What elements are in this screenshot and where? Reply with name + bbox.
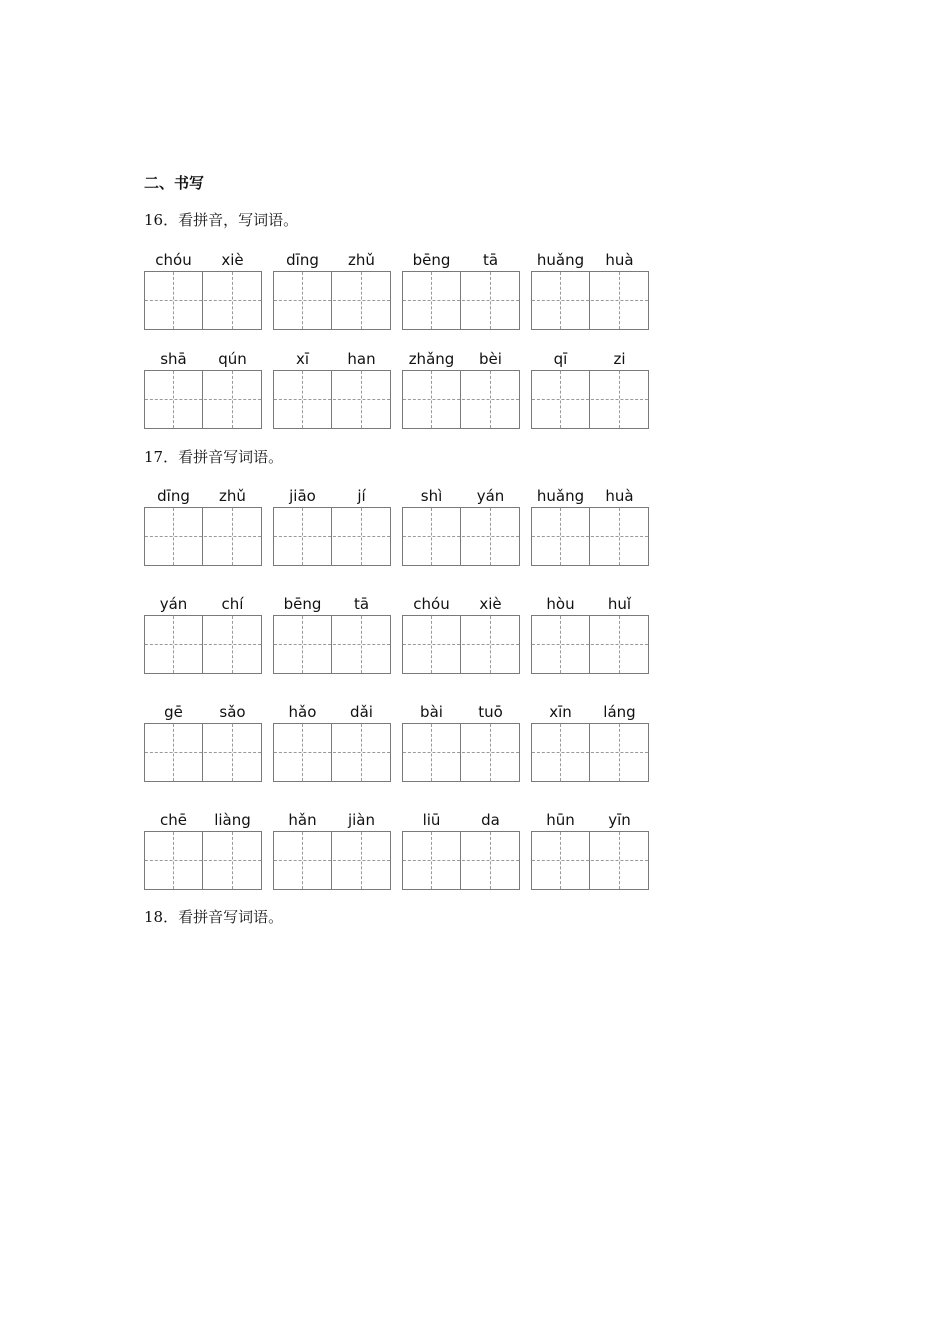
pinyin-label: jí	[357, 487, 366, 505]
question-18-label: 18．看拼音写词语。	[144, 908, 284, 926]
pinyin-label: liū	[422, 811, 441, 829]
pinyin-label: tuō	[478, 703, 503, 721]
grid-line	[145, 300, 261, 301]
pinyin-label: tā	[353, 595, 370, 613]
word-group	[144, 349, 262, 429]
writing-box[interactable]	[402, 615, 520, 674]
section-title: 二、书写	[144, 174, 205, 192]
pinyin-label: xī	[295, 350, 310, 368]
writing-box[interactable]	[273, 831, 391, 890]
word-group	[144, 250, 262, 330]
pinyin-label: chóu	[413, 595, 450, 613]
grid-line	[274, 860, 390, 861]
pinyin-label: liàng	[214, 811, 251, 829]
writing-box[interactable]	[402, 831, 520, 890]
pinyin-label: sǎo	[219, 703, 246, 721]
grid-line	[403, 860, 519, 861]
pinyin-label: xiè	[221, 251, 244, 269]
question-17-label: 17．看拼音写词语。	[144, 448, 284, 466]
grid-line	[145, 644, 261, 645]
writing-box[interactable]	[531, 507, 649, 566]
writing-box[interactable]	[531, 271, 649, 330]
grid-line	[532, 399, 648, 400]
word-group	[531, 250, 649, 330]
pinyin-label: qún	[218, 350, 247, 368]
pinyin-label: hǎn	[288, 811, 317, 829]
pinyin-label: yīn	[608, 811, 631, 829]
writing-box[interactable]	[144, 271, 262, 330]
word-group	[531, 594, 649, 674]
word-group	[144, 486, 262, 566]
word-group	[531, 810, 649, 890]
pinyin-label: bēng	[412, 251, 451, 269]
grid-line	[274, 300, 390, 301]
pinyin-label: chóu	[155, 251, 192, 269]
pinyin-label: zhǔ	[219, 487, 246, 505]
word-group	[402, 250, 520, 330]
word-group	[402, 810, 520, 890]
pinyin-label: bài	[420, 703, 443, 721]
word-group	[273, 702, 391, 782]
word-group	[144, 702, 262, 782]
word-group	[402, 702, 520, 782]
word-group	[402, 486, 520, 566]
writing-box[interactable]	[531, 615, 649, 674]
writing-box[interactable]	[531, 723, 649, 782]
writing-box[interactable]	[531, 370, 649, 429]
grid-line	[145, 752, 261, 753]
grid-line	[145, 399, 261, 400]
pinyin-label: zi	[613, 350, 626, 368]
word-group	[531, 702, 649, 782]
writing-box[interactable]	[273, 370, 391, 429]
word-group	[273, 486, 391, 566]
word-group	[402, 594, 520, 674]
pinyin-label: xiè	[479, 595, 502, 613]
pinyin-label: huǎng	[536, 251, 585, 269]
word-group	[531, 486, 649, 566]
writing-box[interactable]	[402, 271, 520, 330]
pinyin-label: bēng	[283, 595, 322, 613]
grid-line	[274, 399, 390, 400]
writing-box[interactable]	[144, 831, 262, 890]
writing-box[interactable]	[402, 370, 520, 429]
pinyin-label: bèi	[479, 350, 502, 368]
word-group	[531, 349, 649, 429]
writing-box[interactable]	[144, 507, 262, 566]
pinyin-label: hǎo	[288, 703, 317, 721]
pinyin-label: yán	[476, 487, 505, 505]
grid-line	[532, 752, 648, 753]
word-group	[144, 810, 262, 890]
grid-line	[532, 536, 648, 537]
grid-line	[403, 399, 519, 400]
writing-box[interactable]	[273, 723, 391, 782]
grid-line	[532, 644, 648, 645]
word-group	[273, 250, 391, 330]
grid-line	[274, 752, 390, 753]
pinyin-label: chí	[221, 595, 244, 613]
question-16-label: 16．看拼音，写词语。	[144, 211, 299, 229]
writing-box[interactable]	[273, 615, 391, 674]
pinyin-label: shì	[420, 487, 443, 505]
pinyin-label: han	[347, 350, 376, 368]
pinyin-label: huǎng	[536, 487, 585, 505]
pinyin-label: huǐ	[607, 595, 632, 613]
word-group	[402, 349, 520, 429]
word-group	[273, 594, 391, 674]
grid-line	[403, 752, 519, 753]
word-group	[273, 349, 391, 429]
writing-box[interactable]	[402, 507, 520, 566]
pinyin-label: gē	[164, 703, 183, 721]
pinyin-label: huà	[605, 487, 634, 505]
pinyin-label: hòu	[546, 595, 575, 613]
writing-box[interactable]	[273, 271, 391, 330]
pinyin-label: dǎi	[350, 703, 373, 721]
pinyin-label: chē	[160, 811, 187, 829]
writing-box[interactable]	[402, 723, 520, 782]
grid-line	[403, 300, 519, 301]
pinyin-label: shā	[160, 350, 187, 368]
pinyin-label: qī	[553, 350, 568, 368]
writing-box[interactable]	[531, 831, 649, 890]
pinyin-label: huà	[605, 251, 634, 269]
word-group	[144, 594, 262, 674]
pinyin-label: hūn	[546, 811, 575, 829]
pinyin-label: da	[481, 811, 500, 829]
pinyin-label: zhǎng	[408, 350, 455, 368]
grid-line	[274, 536, 390, 537]
grid-line	[145, 860, 261, 861]
grid-line	[532, 300, 648, 301]
pinyin-label: láng	[603, 703, 636, 721]
word-group	[273, 810, 391, 890]
grid-line	[532, 860, 648, 861]
grid-line	[403, 644, 519, 645]
writing-box[interactable]	[144, 615, 262, 674]
grid-line	[403, 536, 519, 537]
pinyin-label: dīng	[286, 251, 319, 269]
pinyin-label: dīng	[157, 487, 190, 505]
writing-box[interactable]	[144, 723, 262, 782]
pinyin-label: xīn	[549, 703, 572, 721]
pinyin-label: yán	[159, 595, 188, 613]
pinyin-label: zhǔ	[348, 251, 375, 269]
writing-box[interactable]	[144, 370, 262, 429]
pinyin-label: jiàn	[347, 811, 376, 829]
grid-line	[274, 644, 390, 645]
grid-line	[145, 536, 261, 537]
pinyin-label: jiāo	[289, 487, 316, 505]
writing-box[interactable]	[273, 507, 391, 566]
pinyin-label: tā	[482, 251, 499, 269]
